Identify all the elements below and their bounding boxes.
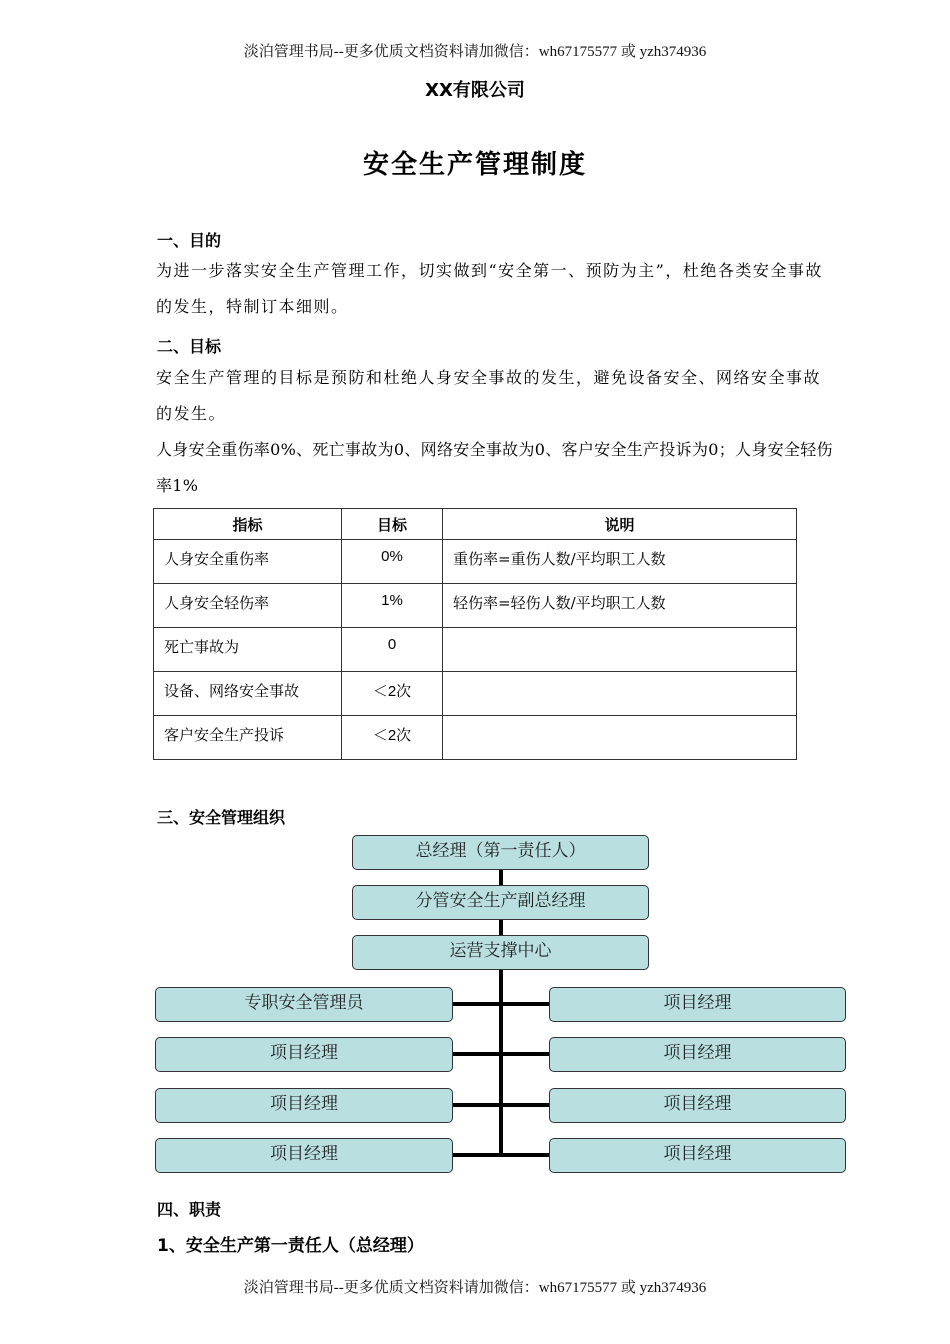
section-goals-text xyxy=(118,360,834,504)
connector-branch xyxy=(452,1052,550,1056)
section-goals-heading: 二、目标 xyxy=(157,337,222,356)
section-duties-heading: 四、职责 xyxy=(157,1200,222,1219)
connector-branch xyxy=(452,1103,550,1107)
table-row xyxy=(154,540,797,584)
document-title: 安全生产管理制度 xyxy=(362,150,587,180)
org-node-general-manager: 总经理（第一责任人） xyxy=(352,835,649,870)
section-org-heading: 三、安全管理组织 xyxy=(157,808,286,827)
org-node-project-manager: 项目经理 xyxy=(155,1138,453,1173)
table-row xyxy=(154,628,797,672)
org-node-deputy-gm: 分管安全生产副总经理 xyxy=(352,885,649,920)
table-row xyxy=(154,672,797,716)
org-node-project-manager: 项目经理 xyxy=(549,1088,846,1123)
table-cell xyxy=(443,628,797,672)
column-header: 目标 xyxy=(342,509,443,540)
table-cell: 重伤率=重伤人数/平均职工人数 xyxy=(443,540,797,584)
table-row xyxy=(154,716,797,760)
footer-watermark: 淡泊管理书局--更多优质文档资料请加微信：wh67175577 或 yzh374936 xyxy=(243,1280,707,1296)
table-cell: 客户安全生产投诉 xyxy=(154,716,342,760)
org-node-project-manager: 项目经理 xyxy=(549,1037,846,1072)
org-node-project-manager: 项目经理 xyxy=(155,1037,453,1072)
purpose-paragraph: 为进一步落实安全生产管理工作，切实做到“安全第一、预防为主”，杜绝各类安全事故的发生，特制订本细则。 xyxy=(156,261,823,316)
company-name: XX有限公司 xyxy=(425,80,525,101)
section-duties-subheading: 1、安全生产第一责任人（总经理） xyxy=(157,1236,424,1256)
table-row xyxy=(154,584,797,628)
goals-paragraph-2: 人身安全重伤率0%、死亡事故为0、网络安全事故为0、客户安全生产投诉为0；人身安全轻伤率1% xyxy=(156,440,833,495)
column-header: 说明 xyxy=(443,509,797,540)
org-node-project-manager: 项目经理 xyxy=(549,1138,846,1173)
table-cell: 设备、网络安全事故 xyxy=(154,672,342,716)
table-cell: 0 xyxy=(342,628,443,672)
goals-paragraph-1: 安全生产管理的目标是预防和杜绝人身安全事故的发生，避免设备安全、网络安全事故的发生。 xyxy=(156,368,822,423)
org-node-ops-center: 运营支撑中心 xyxy=(352,935,649,970)
table-cell: 1% xyxy=(342,584,443,628)
table-cell: ＜2次 xyxy=(342,672,443,716)
table-cell xyxy=(443,716,797,760)
header-watermark: 淡泊管理书局--更多优质文档资料请加微信：wh67175577 或 yzh374936 xyxy=(243,44,707,60)
table-header-row xyxy=(154,509,797,540)
org-node-project-manager: 项目经理 xyxy=(155,1088,453,1123)
connector-branch xyxy=(452,1153,550,1157)
section-purpose-heading: 一、目的 xyxy=(157,231,222,250)
connector-branch xyxy=(452,1002,550,1006)
table-cell: 轻伤率=轻伤人数/平均职工人数 xyxy=(443,584,797,628)
table-cell xyxy=(443,672,797,716)
org-node-project-manager: 项目经理 xyxy=(549,987,846,1022)
connector-trunk xyxy=(499,969,503,1155)
column-header: 指标 xyxy=(154,509,342,540)
table-cell: 死亡事故为 xyxy=(154,628,342,672)
table-cell: 人身安全轻伤率 xyxy=(154,584,342,628)
section-purpose-text xyxy=(118,253,834,325)
table-cell: 0% xyxy=(342,540,443,584)
table-cell: ＜2次 xyxy=(342,716,443,760)
org-node-safety-officer: 专职安全管理员 xyxy=(155,987,453,1022)
table-cell: 人身安全重伤率 xyxy=(154,540,342,584)
targets-table xyxy=(153,508,797,760)
